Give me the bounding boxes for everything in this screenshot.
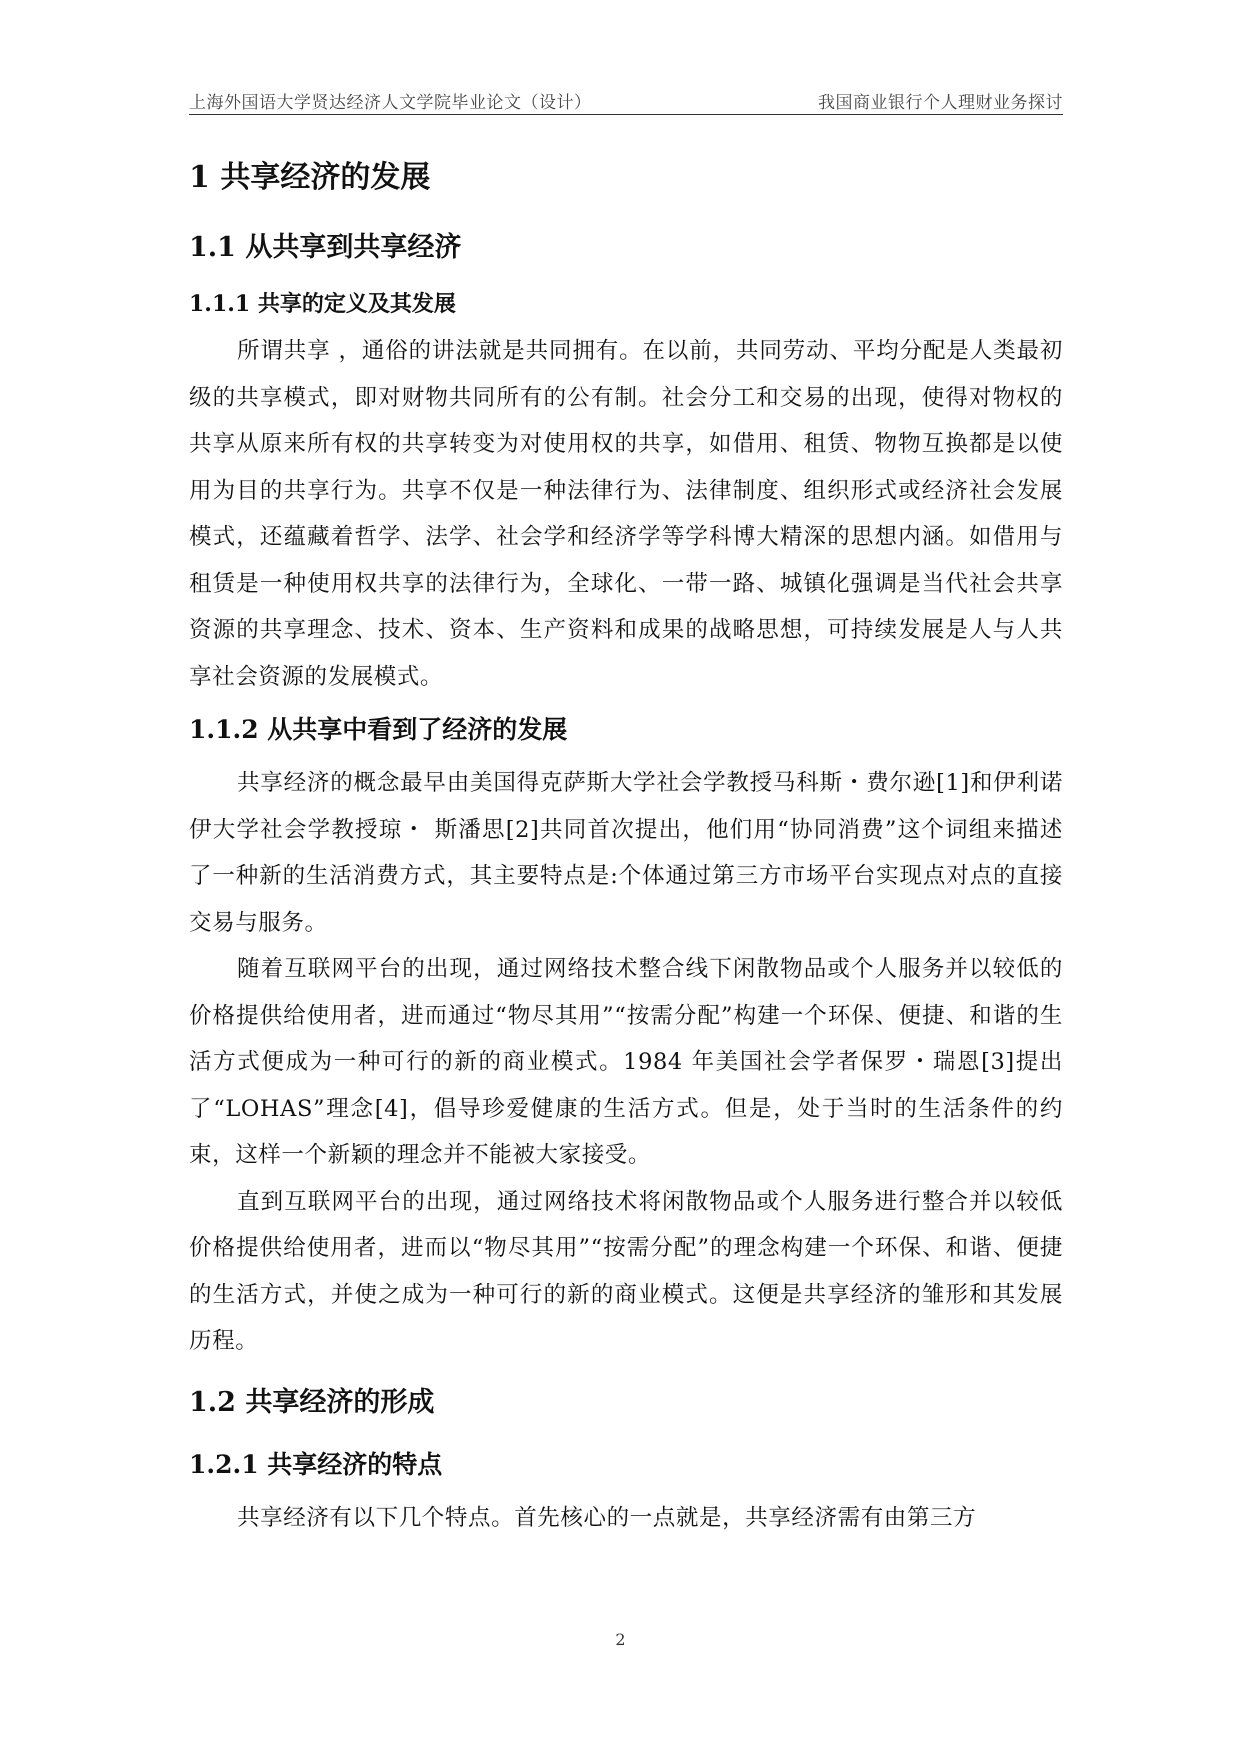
chapter-heading: 1 共享经济的发展 bbox=[189, 160, 431, 195]
running-header bbox=[189, 86, 1063, 115]
paragraph-concept-origin: 共享经济的概念最早由美国得克萨斯大学社会学教授马科斯・费尔逊[1]和伊利诺伊大学社会学教授琼・ 斯潘思[2]共同首次提出，他们用“协同消费”这个词组来描述了一种新的生活消费方式，其主要特点是:个体通过第三方市场平台实现点对点的直接交易与服务。 bbox=[189, 770, 1063, 936]
header-paper-title: 我国商业银行个人理财业务探讨 bbox=[818, 93, 1063, 113]
section-heading-1-1: 1.1 从共享到共享经济 bbox=[189, 232, 462, 263]
paragraph-internet-platform: 随着互联网平台的出现，通过网络技术整合线下闲散物品或个人服务并以较低的价格提供给使用者，进而通过“物尽其用”“按需分配”构建一个环保、便捷、和谐的生活方式便成为一种可行的新的商业模式。1984 年美国社会学者保罗・瑞恩[3]提出了“LOHAS”理念[4]，倡导珍爱健康的生活方式。但是，处于当时的生活条件的约束，这样一个新颖的理念并不能被大家接受。 bbox=[189, 956, 1063, 1168]
subsection-heading-1-1-1: 1.1.1 共享的定义及其发展 bbox=[189, 291, 456, 317]
page-number: 2 bbox=[615, 1630, 626, 1649]
subsection-heading-1-1-2: 1.1.2 从共享中看到了经济的发展 bbox=[189, 715, 568, 744]
section-heading-1-2: 1.2 共享经济的形成 bbox=[189, 1386, 435, 1418]
paragraph-characteristics: 共享经济有以下几个特点。首先核心的一点就是，共享经济需有由第三方 bbox=[237, 1504, 977, 1531]
paragraph-prototype-history: 直到互联网平台的出现，通过网络技术将闲散物品或个人服务进行整合并以较低价格提供给使用者，进而以“物尽其用”“按需分配”的理念构建一个环保、和谐、便捷的生活方式，并使之成为一种可行的新的商业模式。这便是共享经济的雏形和其发展历程。 bbox=[189, 1188, 1063, 1354]
subsection-heading-1-2-1: 1.2.1 共享经济的特点 bbox=[189, 1449, 443, 1479]
page-body bbox=[189, 152, 1063, 1541]
paragraph-sharing-definition: 所谓共享 ，通俗的讲法就是共同拥有。在以前，共同劳动、平均分配是人类最初级的共享模式，即对财物共同所有的公有制。社会分工和交易的出现，使得对物权的共享从原来所有权的共享转变为对使用权的共享，如借用、租赁、物物互换都是以使用为目的共享行为。共享不仅是一种法律行为、法律制度、组织形式或经济社会发展模式，还蕴藏着哲学、法学、社会学和经济学等学科博大精深的思想内涵。如借用与租赁是一种使用权共享的法律行为，全球化、一带一路、城镇化强调是当代社会共享资源的共享理念、技术、资本、生产资料和成果的战略思想，可持续发展是人与人共享社会资源的发展模式。 bbox=[189, 338, 1063, 690]
header-thesis-title: 上海外国语大学贤达经济人文学院毕业论文（设计） bbox=[189, 93, 592, 113]
